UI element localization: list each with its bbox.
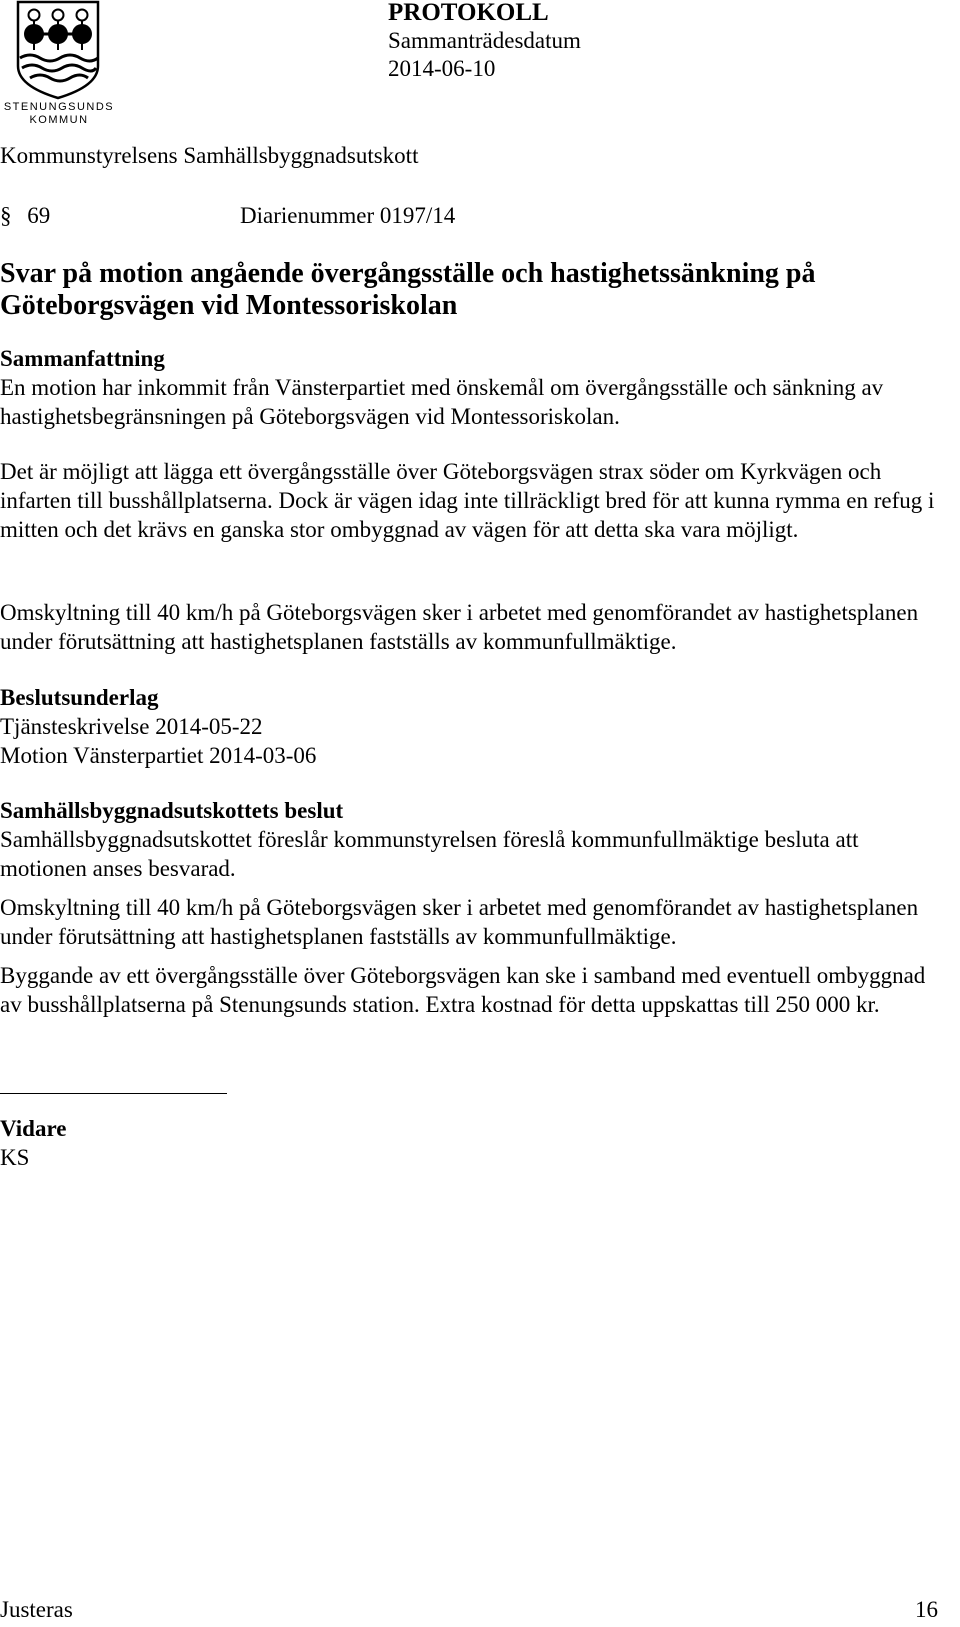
meeting-date: 2014-06-10 bbox=[388, 56, 496, 81]
page-title: Svar på motion angående övergångsställe och hastighetssänkning på Göteborgsvägen vid Montessoriskolan bbox=[0, 258, 816, 321]
summary-paragraph-2-block bbox=[0, 457, 950, 544]
coat-of-arms-icon bbox=[0, 0, 120, 100]
forwarding-recipient: KS bbox=[0, 1145, 30, 1170]
summary-section bbox=[0, 344, 950, 431]
summary-paragraph-3: Omskyltning till 40 km/h på Göteborgsvägen sker i arbetet med genomförandet av hastighetsplanen under förutsättning att hastighetsplanen fastställs av kommunfullmäktige. bbox=[0, 600, 919, 654]
paragraph-line bbox=[0, 203, 456, 229]
summary-paragraph-1: En motion har inkommit från Vänsterpartiet med önskemål om övergångsställe och sänkning av hastighetsbegränsningen på Göteborgsvägen vid Montessoriskolan. bbox=[0, 375, 884, 429]
logo-text-line1: STENUNGSUNDS bbox=[3, 101, 115, 113]
paragraph-number: 69 bbox=[27, 203, 51, 228]
forwarding-section bbox=[0, 1114, 950, 1172]
decision-section bbox=[0, 796, 950, 883]
decision-paragraph-2-block bbox=[0, 893, 950, 951]
decision-basis-item-1: Tjänsteskrivelse 2014-05-22 bbox=[0, 714, 263, 739]
summary-heading: Sammanfattning bbox=[0, 346, 165, 371]
page-number: 16 bbox=[915, 1597, 938, 1622]
decision-paragraph-1: Samhällsbyggnadsutskottet föreslår kommunstyrelsen föreslå kommunfullmäktige besluta att motionen anses besvarad. bbox=[0, 827, 859, 881]
decision-paragraph-2: Omskyltning till 40 km/h på Göteborgsvägen sker i arbetet med genomförandet av hastighetsplanen under förutsättning att hastighetsplanen fastställs av kommunfullmäktige. bbox=[0, 895, 919, 949]
meeting-date-label: Sammanträdesdatum bbox=[388, 28, 581, 53]
municipality-logo bbox=[0, 0, 120, 132]
logo-text-line2: KOMMUN bbox=[29, 114, 89, 126]
summary-paragraph-3-block bbox=[0, 598, 950, 656]
decision-heading: Samhällsbyggnadsutskottets beslut bbox=[0, 798, 344, 823]
committee-name: Kommunstyrelsens Samhällsbyggnadsutskott bbox=[0, 143, 419, 168]
decision-basis-item-2: Motion Vänsterpartiet 2014-03-06 bbox=[0, 743, 317, 768]
document-type: PROTOKOLL bbox=[388, 0, 549, 26]
section-symbol: § bbox=[0, 203, 12, 228]
summary-paragraph-2: Det är möjligt att lägga ett övergångsställe över Göteborgsvägen strax söder om Kyrkvägen och infarten till busshållplatserna. Dock är vägen idag inte tillräckligt bred för att kunna rymma en refug i mitten och det krävs en ganska stor ombyggnad av vägen för att detta ska vara möjligt. bbox=[0, 459, 935, 542]
forwarding-heading: Vidare bbox=[0, 1116, 67, 1141]
separator-line bbox=[0, 1093, 227, 1094]
decision-paragraph-3-block bbox=[0, 961, 950, 1019]
justeras-label: Justeras bbox=[0, 1597, 73, 1622]
diary-number: Diarienummer 0197/14 bbox=[240, 203, 456, 228]
decision-paragraph-3: Byggande av ett övergångsställe över Göteborgsvägen kan ske i samband med eventuell ombyggnad av busshållplatserna på Stenungsunds station. Extra kostnad för detta uppskattas till 250 000 kr. bbox=[0, 963, 926, 1017]
decision-basis-section bbox=[0, 683, 950, 770]
decision-basis-heading: Beslutsunderlag bbox=[0, 685, 159, 710]
